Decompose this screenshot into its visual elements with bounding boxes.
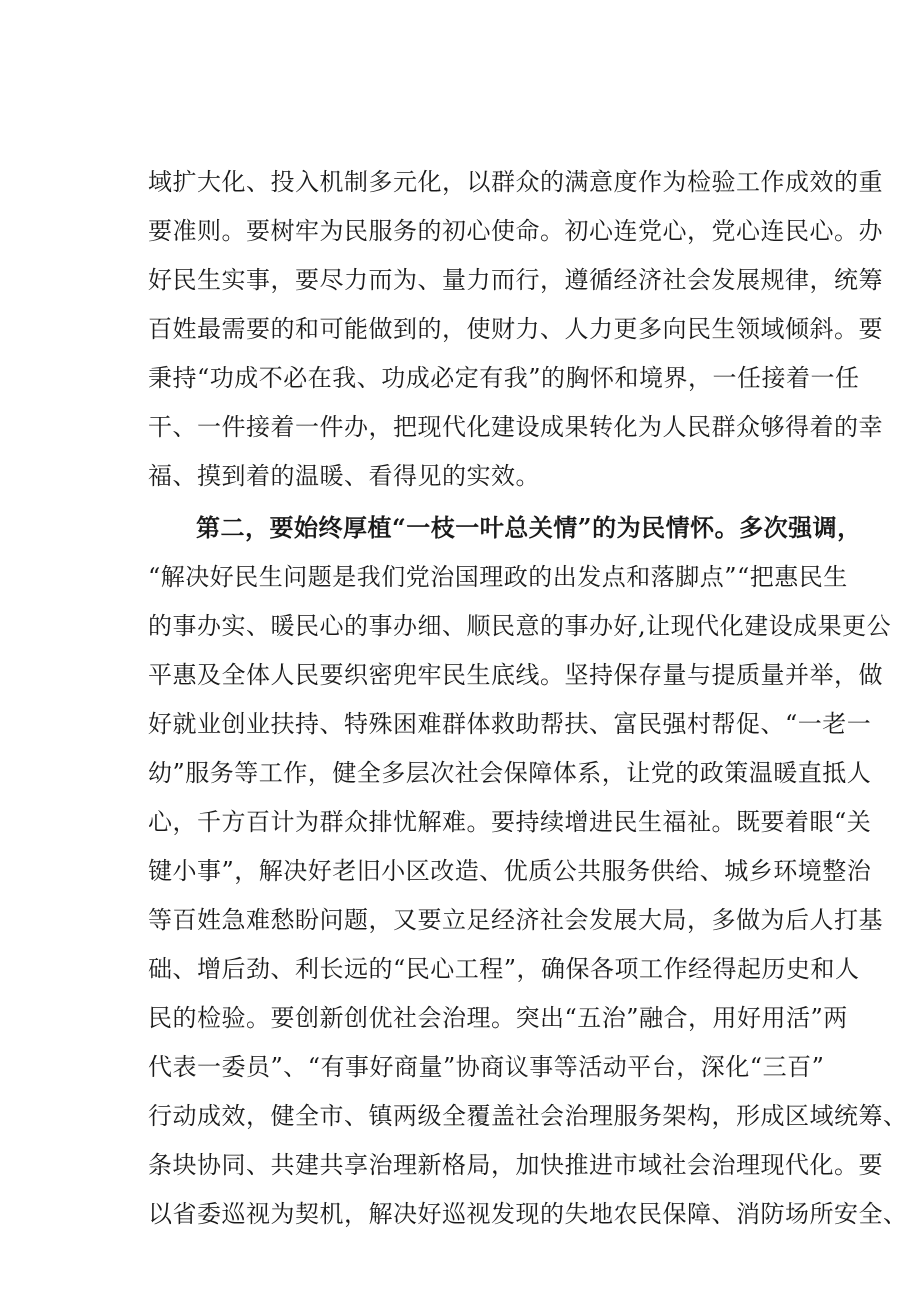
paragraph-line: 要准则。要树牢为民服务的初心使命。初心连党心，党心连民心。办: [148, 217, 883, 245]
paragraph-line: 民的检验。要创新创优社会治理。突出“五治”融合，用好用活”两: [148, 1004, 848, 1032]
paragraph-line: 础、增后劲、利长远的“民心工程”，确保各项工作经得起历史和人: [148, 955, 860, 983]
paragraph-line: “解决好民生问题是我们党治国理政的出发点和落脚点”“把惠民生: [148, 563, 848, 591]
paragraph-line: 等百姓急难愁盼问题，又要立足经济社会发展大局，多做为后人打基: [148, 906, 883, 934]
paragraph-line: 好民生实事，要尽力而为、量力而行，遵循经济社会发展规律，统筹: [148, 266, 883, 294]
paragraph-line: 域扩大化、投入机制多元化，以群众的满意度作为检验工作成效的重: [148, 168, 883, 196]
paragraph-line: 心，千方百计为群众排忧解难。要持续增进民生福祉。既要着眼“关: [148, 808, 872, 836]
paragraph-line: 幼”服务等工作，健全多层次社会保障体系，让党的政策温暖直抵人: [148, 759, 872, 787]
paragraph-line: 条块协同、共建共享治理新格局，加快推进市域社会治理现代化。要: [148, 1151, 883, 1179]
paragraph-line: 好就业创业扶持、特殊困难群体救助帮扶、富民强村帮促、“一老一: [148, 710, 872, 738]
paragraph-line: 平惠及全体人民要织密兜牢民生底线。坚持保存量与提质量并举，做: [148, 661, 883, 689]
paragraph-line: 以省委巡视为契机，解决好巡视发现的失地农民保障、消防场所安全、: [148, 1200, 908, 1228]
paragraph-line: 百姓最需要的和可能做到的，使财力、人力更多向民生领域倾斜。要: [148, 315, 883, 343]
paragraph-line: 福、摸到着的温暖、看得见的实效。: [148, 462, 540, 490]
section-heading: 第二，要始终厚植“一枝一叶总关情”的为民情怀。多次强调，: [196, 513, 862, 542]
paragraph-line: 行动成效，健全市、镇两级全覆盖社会治理服务架构，形成区域统筹、: [148, 1102, 908, 1130]
paragraph-line: 键小事”，解决好老旧小区改造、优质公共服务供给、城乡环境整治: [148, 857, 872, 885]
paragraph-line: 干、一件接着一件办，把现代化建设成果转化为人民群众够得着的幸: [148, 413, 883, 441]
paragraph-line: 的事办实、暖民心的事办细、顺民意的事办好,让现代化建设成果更公: [148, 612, 892, 640]
paragraph-line: 代表一委员”、“有事好商量”协商议事等活动平台，深化“三百”: [148, 1053, 825, 1081]
paragraph-line: 秉持“功成不必在我、功成必定有我”的胸怀和境界，一任接着一任: [148, 364, 860, 392]
